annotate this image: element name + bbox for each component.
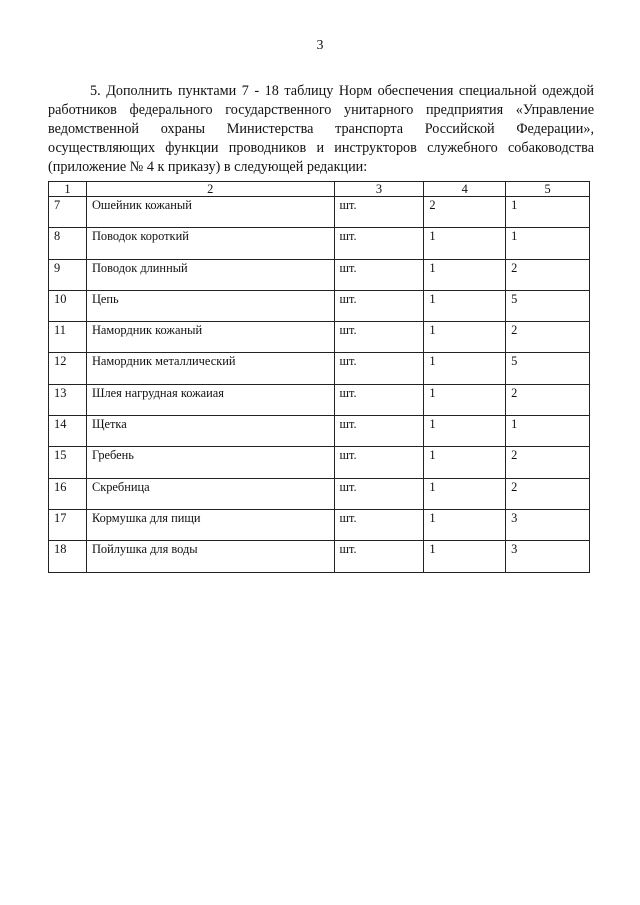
item-term: 3 bbox=[506, 509, 590, 540]
item-number: 9 bbox=[49, 259, 87, 290]
item-unit: шт. bbox=[334, 197, 424, 228]
intro-paragraph: 5. Дополнить пунктами 7 - 18 таблицу Норм обеспечения специальной одеждой работников федерального государственного унитарного предприятия «Управление ведомственной охраны Министерства транспорта Российской Федерации», осуществляющих функции проводников и инструкторов служебного собаководства (приложение № 4 к приказу) в следующей редакции: bbox=[48, 83, 594, 175]
item-quantity: 1 bbox=[424, 478, 506, 509]
item-term: 2 bbox=[506, 478, 590, 509]
item-unit: шт. bbox=[334, 290, 424, 321]
item-unit: шт. bbox=[334, 478, 424, 509]
table-row bbox=[49, 290, 590, 321]
table-row bbox=[49, 197, 590, 228]
item-term: 1 bbox=[506, 416, 590, 447]
item-quantity: 1 bbox=[424, 384, 506, 415]
item-unit: шт. bbox=[334, 447, 424, 478]
item-quantity: 1 bbox=[424, 447, 506, 478]
table-row bbox=[49, 478, 590, 509]
item-unit: шт. bbox=[334, 353, 424, 384]
item-number: 14 bbox=[49, 416, 87, 447]
column-header: 1 bbox=[49, 182, 87, 197]
item-name: Шлея нагрудная кожаиая bbox=[86, 384, 334, 415]
column-header: 2 bbox=[86, 182, 334, 197]
column-header: 4 bbox=[424, 182, 506, 197]
item-number: 8 bbox=[49, 228, 87, 259]
item-number: 17 bbox=[49, 509, 87, 540]
item-name: Щетка bbox=[86, 416, 334, 447]
item-name: Скребница bbox=[86, 478, 334, 509]
table-row bbox=[49, 228, 590, 259]
item-unit: шт. bbox=[334, 259, 424, 290]
item-term: 2 bbox=[506, 322, 590, 353]
table-row bbox=[49, 353, 590, 384]
item-quantity: 1 bbox=[424, 416, 506, 447]
item-term: 1 bbox=[506, 228, 590, 259]
item-quantity: 1 bbox=[424, 290, 506, 321]
item-unit: шт. bbox=[334, 322, 424, 353]
item-number: 13 bbox=[49, 384, 87, 415]
table-row bbox=[49, 447, 590, 478]
item-name: Поводок длинный bbox=[86, 259, 334, 290]
item-name: Цепь bbox=[86, 290, 334, 321]
item-quantity: 1 bbox=[424, 259, 506, 290]
item-term: 1 bbox=[506, 197, 590, 228]
column-header: 5 bbox=[506, 182, 590, 197]
item-number: 12 bbox=[49, 353, 87, 384]
item-quantity: 2 bbox=[424, 197, 506, 228]
item-quantity: 1 bbox=[424, 541, 506, 572]
item-number: 18 bbox=[49, 541, 87, 572]
table-row bbox=[49, 509, 590, 540]
column-header: 3 bbox=[334, 182, 424, 197]
norms-table bbox=[48, 181, 590, 573]
table-row bbox=[49, 541, 590, 572]
item-quantity: 1 bbox=[424, 322, 506, 353]
item-quantity: 1 bbox=[424, 353, 506, 384]
item-quantity: 1 bbox=[424, 228, 506, 259]
item-term: 3 bbox=[506, 541, 590, 572]
item-term: 5 bbox=[506, 353, 590, 384]
item-term: 2 bbox=[506, 384, 590, 415]
item-name: Гребень bbox=[86, 447, 334, 478]
table-row bbox=[49, 384, 590, 415]
item-name: Намордник металлический bbox=[86, 353, 334, 384]
item-number: 11 bbox=[49, 322, 87, 353]
item-unit: шт. bbox=[334, 228, 424, 259]
table-row bbox=[49, 259, 590, 290]
item-name: Намордник кожаный bbox=[86, 322, 334, 353]
item-unit: шт. bbox=[334, 509, 424, 540]
table-row bbox=[49, 416, 590, 447]
item-number: 15 bbox=[49, 447, 87, 478]
item-number: 7 bbox=[49, 197, 87, 228]
item-term: 5 bbox=[506, 290, 590, 321]
item-unit: шт. bbox=[334, 541, 424, 572]
item-unit: шт. bbox=[334, 416, 424, 447]
item-term: 2 bbox=[506, 259, 590, 290]
table-row bbox=[49, 322, 590, 353]
item-term: 2 bbox=[506, 447, 590, 478]
item-number: 10 bbox=[49, 290, 87, 321]
table-header-row bbox=[49, 182, 590, 197]
item-unit: шт. bbox=[334, 384, 424, 415]
item-number: 16 bbox=[49, 478, 87, 509]
item-name: Поводок короткий bbox=[86, 228, 334, 259]
page-number: 3 bbox=[316, 38, 324, 53]
item-name: Пойлушка для воды bbox=[86, 541, 334, 572]
item-name: Кормушка для пищи bbox=[86, 509, 334, 540]
item-name: Ошейник кожаный bbox=[86, 197, 334, 228]
item-quantity: 1 bbox=[424, 509, 506, 540]
